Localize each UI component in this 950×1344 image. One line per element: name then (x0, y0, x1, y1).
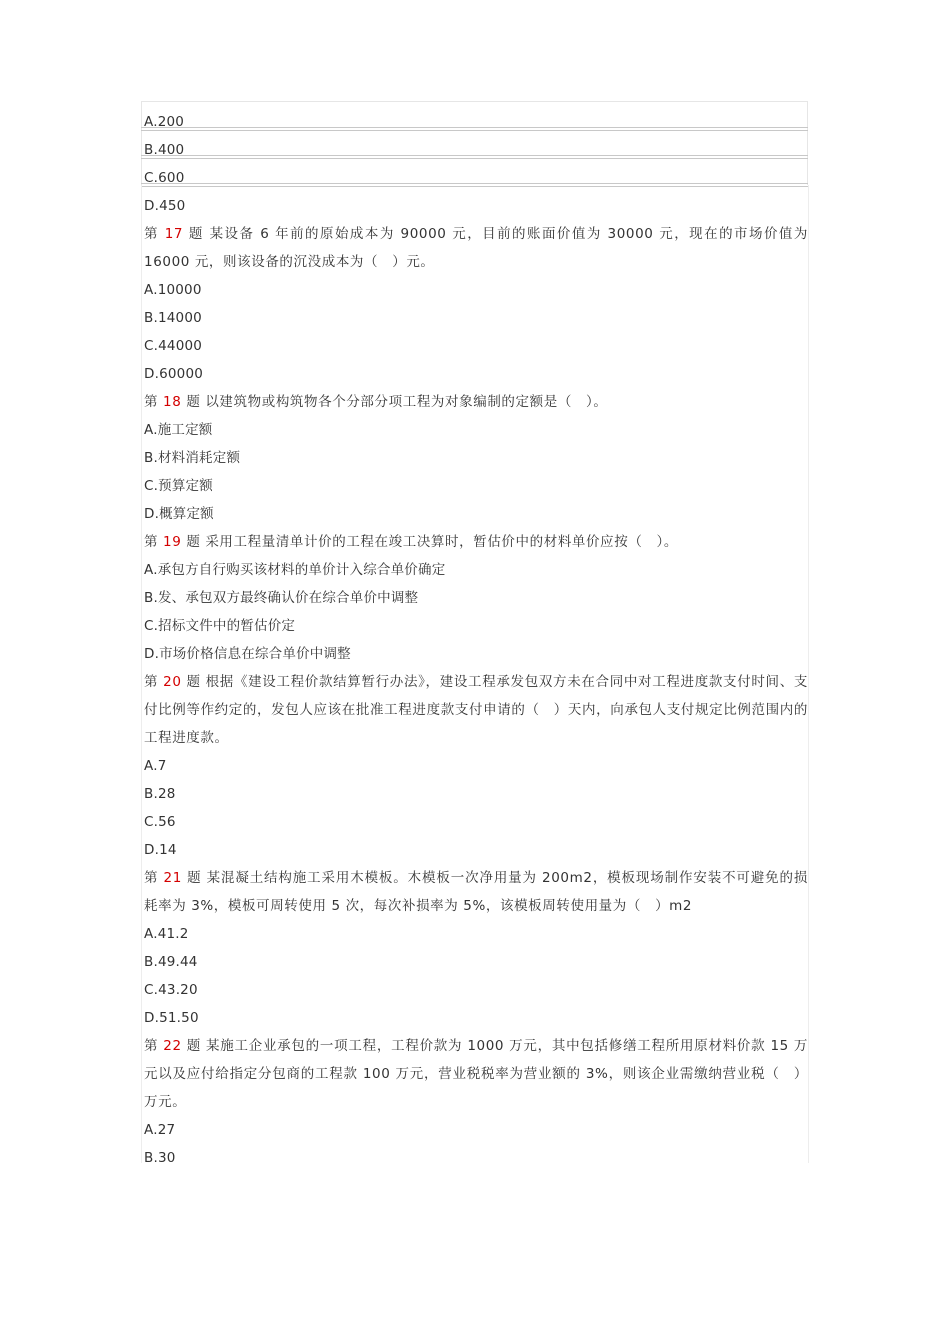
question-text: 某施工企业承包的一项工程，工程价款为 1000 万元，其中包括修缮工程所用原材料价款 15 万元以及应付给指定分包商的工程款 100 万元，营业税税率为营业额的 3%，则该企业需缴纳营业税（ ）万元。 (144, 1038, 808, 1110)
question-stem (144, 388, 808, 416)
question-prefix: 第 (144, 870, 159, 886)
option-item: A.200 (144, 114, 185, 130)
question-suffix: 题 (186, 534, 201, 550)
option-item: A.7 (144, 758, 167, 774)
option-item: D.概算定额 (144, 506, 214, 522)
question-number: 18 (163, 394, 182, 410)
option-item: A.承包方自行购买该材料的单价计入综合单价确定 (144, 562, 446, 578)
question-number: 21 (163, 870, 182, 886)
option-item: A.施工定额 (144, 422, 213, 438)
option-item: D.450 (144, 198, 186, 214)
option-item: B.49.44 (144, 954, 198, 970)
option-item: B.30 (144, 1150, 176, 1166)
option-item: A.27 (144, 1122, 176, 1138)
question-prefix: 第 (144, 226, 159, 242)
table-border-right (808, 185, 809, 1163)
question-stem (144, 220, 808, 276)
question-text: 某设备 6 年前的原始成本为 90000 元，目前的账面价值为 30000 元，现在的市场价值为 16000 元，则该设备的沉没成本为（ ）元。 (144, 226, 808, 270)
option-item: D.14 (144, 842, 177, 858)
question-suffix: 题 (186, 1038, 201, 1054)
option-item: C.600 (144, 170, 185, 186)
option-item: D.51.50 (144, 1010, 199, 1026)
option-item: B.28 (144, 786, 176, 802)
question-text: 某混凝土结构施工采用木模板。木模板一次净用量为 200m2，模板现场制作安装不可避免的损耗率为 3%，模板可周转使用 5 次，每次补损率为 5%，该模板周转使用量为（ ）m2 (144, 870, 808, 914)
question-prefix: 第 (144, 394, 159, 410)
question-suffix: 题 (188, 226, 204, 242)
question-suffix: 题 (186, 674, 201, 690)
question-stem (144, 528, 808, 556)
question-text: 根据《建设工程价款结算暂行办法》，建设工程承发包双方未在合同中对工程进度款支付时间、支付比例等作约定的，发包人应该在批准工程进度款支付申请的（ ）天内，向承包人支付规定比例范围内的工程进度款。 (144, 674, 808, 746)
option-item: B.发、承包双方最终确认价在综合单价中调整 (144, 590, 419, 606)
question-list (144, 108, 808, 1172)
option-item: A.41.2 (144, 926, 189, 942)
question-suffix: 题 (187, 870, 202, 886)
question-stem (144, 1032, 808, 1116)
question-text: 采用工程量清单计价的工程在竣工决算时，暂估价中的材料单价应按（ ）。 (205, 534, 678, 550)
option-item: B.材料消耗定额 (144, 450, 241, 466)
question-prefix: 第 (144, 674, 159, 690)
option-item: C.44000 (144, 338, 203, 354)
option-item: C.43.20 (144, 982, 198, 998)
table-border-left (141, 185, 142, 1163)
option-item: C.预算定额 (144, 478, 213, 494)
option-item: B.400 (144, 142, 185, 158)
question-prefix: 第 (144, 1038, 159, 1054)
option-item: C.招标文件中的暂估价定 (144, 618, 296, 634)
option-item: C.56 (144, 814, 176, 830)
option-item: B.14000 (144, 310, 202, 326)
question-prefix: 第 (144, 534, 159, 550)
question-number: 19 (163, 534, 182, 550)
option-item: D.市场价格信息在综合单价中调整 (144, 646, 351, 662)
question-stem (144, 864, 808, 920)
question-text: 以建筑物或构筑物各个分部分项工程为对象编制的定额是（ ）。 (205, 394, 608, 410)
question-stem (144, 668, 808, 752)
question-number: 22 (163, 1038, 182, 1054)
question-suffix: 题 (186, 394, 201, 410)
question-number: 17 (164, 226, 184, 242)
question-number: 20 (163, 674, 182, 690)
option-item: D.60000 (144, 366, 204, 382)
option-item: A.10000 (144, 282, 202, 298)
